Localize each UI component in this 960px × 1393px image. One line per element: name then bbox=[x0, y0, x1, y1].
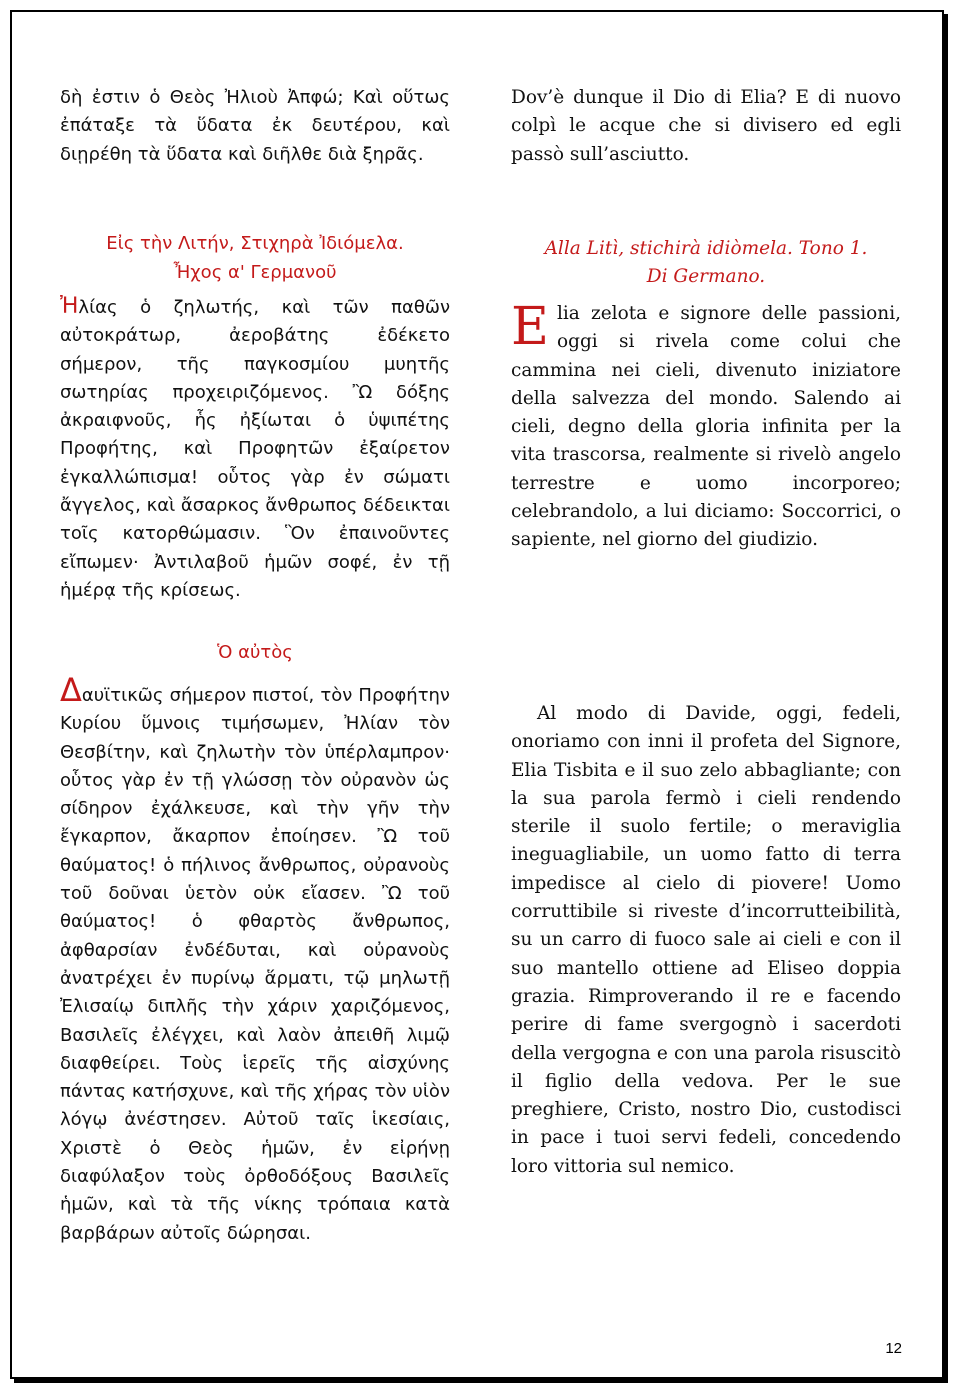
page-number: 12 bbox=[885, 1340, 902, 1357]
italian-hymn-2-text: Al modo di Davide, oggi, fedeli, onoriamo con inni il profeta del Signore, Elia Tisbita e il suo zelo abbagliante; con la sua parola fermò i cieli rendendo sterile il suolo fertile; o meraviglia ineguagliabile, un uomo fatto di terra impedisce al cielo di piovere! Uomo corruttibile si riveste d’incorrutteibilità, su un carro di fuoco sale ai cieli e con il suo mantello ottiene ad Eliseo doppia grazia. Rimproverando il re e facendo perire di fame svergognò i sacerdoti della vergogna e con una parola risuscitò il figlio della vedova. Per le sue preghiere, Cristo, nostro Dio, custodisci in pace i tuoi servi fedeli, concedendo loro vittoria sul nemico. bbox=[511, 703, 901, 1177]
greek-hymn-1 bbox=[60, 293, 450, 605]
italian-hymn-2 bbox=[511, 700, 901, 1181]
greek-hymn-2 bbox=[60, 671, 450, 1248]
italian-intro-text: Dov’è dunque il Dio di Elia? E di nuovo colpì le acque che si divisero ed egli passò sull’asciutto. bbox=[511, 87, 901, 165]
greek-hymn-1-initial: Ἠ bbox=[60, 294, 79, 319]
greek-intro bbox=[60, 84, 450, 169]
greek-title-tone: Ἦχος α' Γερμανοῦ bbox=[173, 262, 337, 283]
italian-hymn-1-initial: E bbox=[511, 297, 549, 357]
italian-title-tone: Di Germano. bbox=[646, 266, 766, 287]
greek-title-litany: Εἰς τὴν Λιτήν, Στιχηρὰ Ἰδιόμελα. bbox=[106, 233, 404, 254]
greek-hymn-1-text: λίας ὁ ζηλωτής, καὶ τῶν παθῶν αὐτοκράτωρ, ἀεροβάτης ἐδέκετο σήμερον, τῆς παγκοσμίου μυητῆς σωτηρίας προχειριζόμενος. Ὢ δόξης ἀκραιφνοῦς, ἧς ἠξίωται ὁ ὑψιπέτης Προφήτης, καὶ Προφητῶν ἐξαίρετον ἐγκαλλώπισμα! οὗτος γὰρ ἐν σώματι ἄγγελος, καὶ ἄσαρκος ἄνθρωπος δέδεικται τοῖς κατορθώμασιν. Ὃν ἐπαινοῦντες εἴπωμεν· Ἀντιλαβοῦ ἡμῶν σοφέ, ἐν τῇ ἡμέρᾳ τῆς κρίσεως. bbox=[60, 297, 450, 601]
greek-intro-text: δὴ ἐστιν ὁ Θεὸς Ἠλιοὺ Ἀπφώ; Καὶ οὕτως ἐπάταξε τὰ ὕδατα ἐκ δευτέρου, καὶ διῃρέθη τὰ ὕδατα καὶ διῆλθε διὰ ξηρᾶς. bbox=[60, 87, 450, 165]
italian-hymn-1-text: lia zelota e signore delle passioni, oggi si rivela come colui che cammina nei cieli, divenuto iniziatore della salvezza del mondo. Salendo ai cieli, degno della gloria infinita per la vita trascorsa, realmente si rivelò angelo terrestre e uomo incorporeo; celebrandolo, a lui diciamo: Soccorrici, o sapiente, nel giorno del giudizio. bbox=[511, 303, 901, 551]
greek-title-same: Ὁ αὐτὸς bbox=[217, 642, 293, 663]
italian-title-litany: Alla Litì, stichirà idiòmela. Tono 1. bbox=[544, 238, 868, 259]
italian-hymn-1 bbox=[511, 297, 901, 555]
italian-intro bbox=[511, 84, 901, 169]
greek-hymn-2-text: αυϊτικῶς σήμερον πιστοί, τὸν Προφήτην Κυρίου ὕμνοις τιμήσωμεν, Ἠλίαν τὸν Θεσβίτην, καὶ ζηλωτὴν τὸν ὑπέρλαμπρον· οὗτος γὰρ ἐν τῇ γλώσσῃ τὸν οὐρανὸν ὡς σίδηρον ἐχάλκευσε, καὶ τὴν γῆν τὴν ἔγκαρπον, ἄκαρπον ἐποίησεν. Ὢ τοῦ θαύματος! ὁ πήλινος ἄνθρωπος, οὐρανοὺς τοῦ δοῦναι ὑετὸν οὐκ εἴασεν. Ὢ τοῦ θαύματος! ὁ φθαρτὸς ἄνθρωπος, ἀφθαρσίαν ἐνδέδυται, καὶ οὐρανοὺς ἀνατρέχει ἐν πυρίνῳ ἅρματι, τῷ μηλωτῇ Ἐλισαίῳ διπλῆς τὴν χάριν χαριζόμενος, Βασιλεῖς ἐλέγχει, καὶ λαὸν ἀπειθῆ λιμῷ διαφθείρει. Τοὺς ἱερεῖς τῆς αἰσχύνης πάντας κατήσχυνε, καὶ τῆς χήρας τὸν υἱὸν λόγῳ ἀνέστησεν. Αὐτοῦ ταῖς ἱκεσίαις, Χριστὲ ὁ Θεὸς ἡμῶν, ἐν εἰρήνῃ διαφύλαξον τοὺς ὀρθοδόξους Βασιλεῖς ἡμῶν, καὶ τὰ τῆς νίκης τρόπαια κατὰ βαρβάρων αὐτοῖς δώρησαι. bbox=[60, 685, 450, 1244]
greek-hymn-2-initial: Δ bbox=[60, 671, 82, 709]
